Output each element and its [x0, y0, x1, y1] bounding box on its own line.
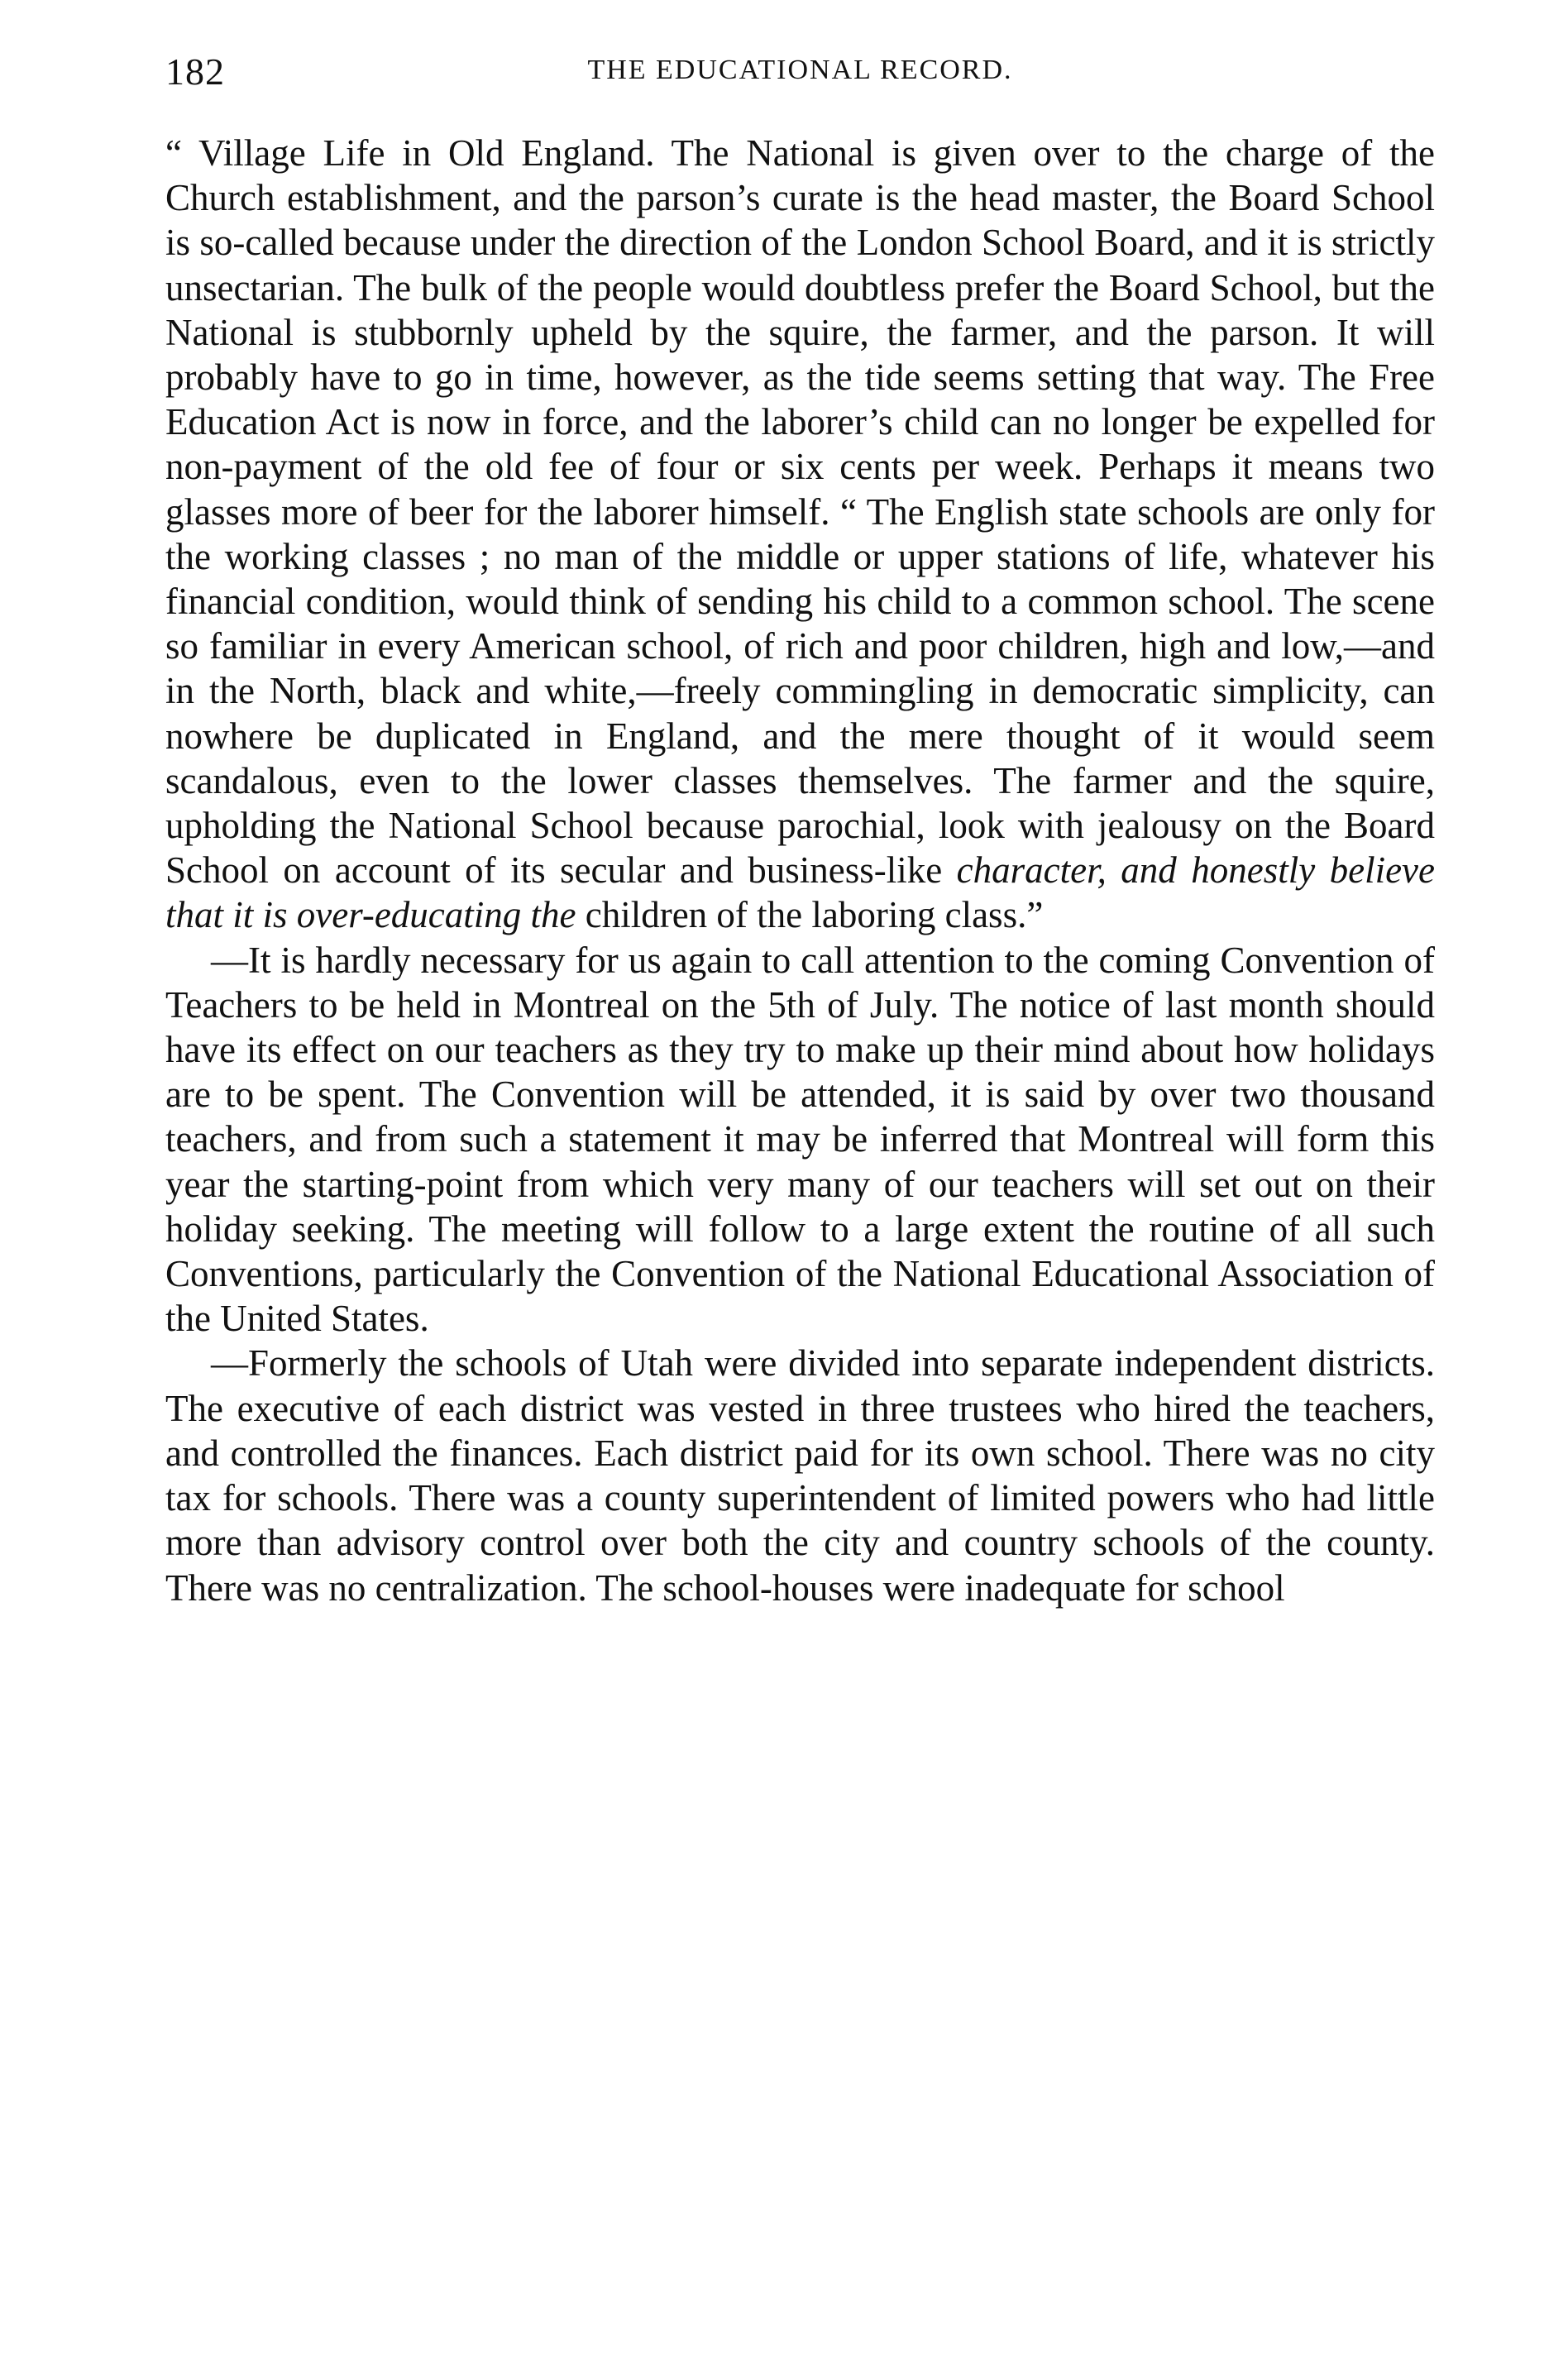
body-text [165, 131, 1435, 1610]
paragraph-convention: —It is hardly necessary for us again to call attention to the coming Convention of Teachers to be held in Montreal on the 5th of July. The notice of last month should have its effect on our teachers as they try to make up their mind about how holidays are to be spent. The Convention will be attended, it is said by over two thousand teachers, and from such a statement it may be inferred that Montreal will form this year the starting-point from which very many of our teachers will set out on their holiday seeking. The meeting will follow to a large extent the routine of all such Conventions, particularly the Convention of the National Educational Association of the United States. [165, 939, 1435, 1340]
journal-title: THE EDUCATIONAL RECORD. [587, 55, 1013, 85]
paragraph-village-life [165, 131, 1435, 938]
page-number: 182 [165, 50, 225, 93]
paragraph-utah-schools: —Formerly the schools of Utah were divided into separate independent districts. The executive of each district was vested in three trustees who hired the teachers, and controlled the finances. Each district paid for its own school. There was no city tax for schools. There was a county superintendent of limited powers who had little more than advisory control over both the city and country schools of the county. There was no centralization. The school-houses were inadequate for school [165, 1342, 1435, 1609]
running-head [165, 50, 1435, 108]
paragraph-text: “ Village Life in Old England. The National is given over to the charge of the Church establishment, and the parson’s curate is the head master, the Board School is so-called because under the direction of the London School Board, and it is strictly unsectarian. The bulk of the people would doubtless prefer the Board School, but the National is stubbornly upheld by the squire, the farmer, and the parson. It will probably have to go in time, however, as the tide seems setting that way. The Free Education Act is now in force, and the laborer’s child can no longer be expelled for non-payment of the old fee of four or six cents per week. Perhaps it means two glasses more of beer for the laborer himself. “ The English state schools are only for the working classes ; no man of the middle or upper stations of life, whatever his financial condition, would think of sending his child to a common school. The scene so familiar in every American school, of rich and poor children, high and low,—and in the North, black and white,—freely commingling in democratic simplicity, can nowhere be duplicated in England, and the mere thought of it would seem scandalous, even to the lower classes themselves. The farmer and the squire, upholding the National School because parochial, look with jealousy on the Board School on account of its secular and business-like [165, 132, 1435, 892]
document-page [165, 50, 1435, 2316]
italic-emphasis: character, and honestly believe that it is over-educating the [165, 849, 1436, 936]
paragraph-text-tail: children of the laboring class.” [576, 894, 1044, 936]
